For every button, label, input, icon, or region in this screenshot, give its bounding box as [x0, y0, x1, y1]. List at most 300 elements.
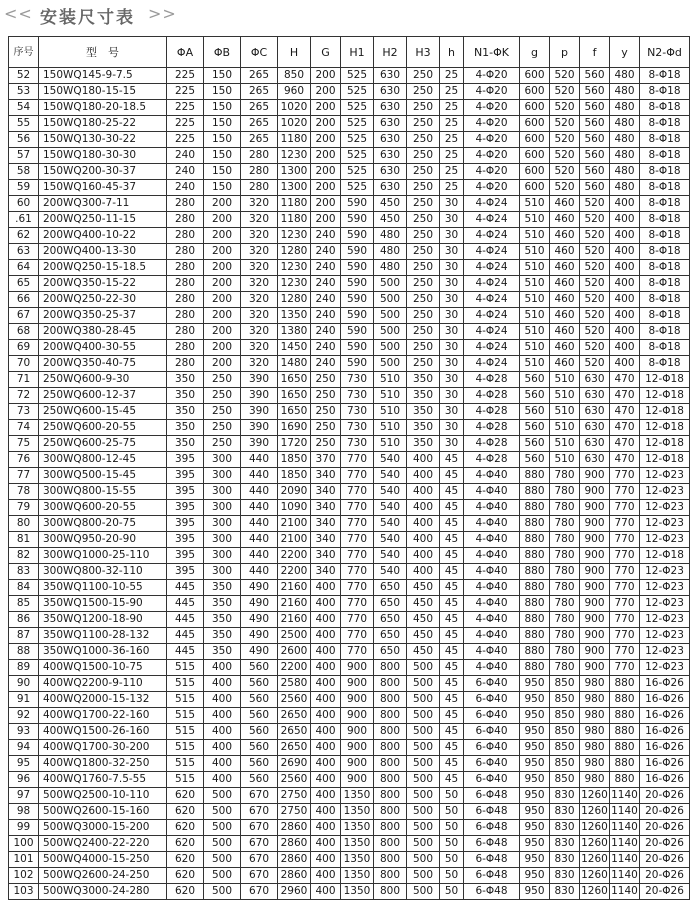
table-cell: 1690	[278, 420, 311, 436]
table-row	[9, 852, 690, 868]
row-number-cell: 72	[9, 388, 39, 404]
table-cell: 950	[520, 756, 550, 772]
table-cell: 350	[204, 628, 241, 644]
right-arrows: >>	[148, 4, 177, 23]
table-cell: 280	[167, 212, 204, 228]
table-cell: 510	[520, 292, 550, 308]
table-cell: 45	[440, 484, 464, 500]
table-cell: 560	[241, 676, 278, 692]
table-cell: 6-Φ48	[464, 820, 520, 836]
table-cell: 460	[550, 308, 580, 324]
table-cell: 200	[311, 164, 341, 180]
table-cell: 900	[580, 484, 610, 500]
table-cell: 525	[341, 116, 374, 132]
table-cell: 400	[311, 820, 341, 836]
header-row	[9, 37, 690, 68]
table-cell: 400	[204, 756, 241, 772]
table-cell: 370	[311, 452, 341, 468]
table-cell: 250	[407, 340, 440, 356]
table-cell: 560	[241, 772, 278, 788]
table-cell: 630	[374, 132, 407, 148]
table-cell: 590	[341, 356, 374, 372]
table-cell: 4-Φ28	[464, 404, 520, 420]
table-cell: 520	[550, 132, 580, 148]
table-cell: 4-Φ20	[464, 132, 520, 148]
table-cell: 900	[580, 532, 610, 548]
table-row	[9, 596, 690, 612]
table-cell: 1280	[278, 244, 311, 260]
table-cell: 515	[167, 724, 204, 740]
table-cell: 200	[311, 212, 341, 228]
table-cell: 1850	[278, 468, 311, 484]
table-cell: 500	[374, 308, 407, 324]
table-cell: 25	[440, 84, 464, 100]
row-number-cell: 77	[9, 468, 39, 484]
table-cell: 620	[167, 836, 204, 852]
table-cell: 400	[610, 356, 640, 372]
table-cell: 600	[520, 180, 550, 196]
table-cell: 830	[550, 820, 580, 836]
table-cell: 515	[167, 708, 204, 724]
model-cell: 350WQ1100-28-132	[39, 628, 167, 644]
table-cell: 395	[167, 500, 204, 516]
table-cell: 480	[374, 260, 407, 276]
row-number-cell: 78	[9, 484, 39, 500]
table-cell: 560	[580, 84, 610, 100]
table-cell: 4-Φ28	[464, 388, 520, 404]
table-cell: 600	[520, 68, 550, 84]
row-number-cell: .61	[9, 212, 39, 228]
table-cell: 900	[580, 500, 610, 516]
table-cell: 265	[241, 116, 278, 132]
table-cell: 200	[204, 292, 241, 308]
table-cell: 45	[440, 532, 464, 548]
table-cell: 400	[311, 612, 341, 628]
table-row	[9, 260, 690, 276]
table-cell: 470	[610, 436, 640, 452]
table-row	[9, 692, 690, 708]
model-cell: 250WQ600-25-75	[39, 436, 167, 452]
table-cell: 12-Φ23	[640, 660, 690, 676]
table-cell: 620	[167, 788, 204, 804]
table-cell: 25	[440, 68, 464, 84]
table-cell: 1350	[341, 820, 374, 836]
table-cell: 2200	[278, 660, 311, 676]
table-cell: 460	[550, 292, 580, 308]
table-cell: 2160	[278, 580, 311, 596]
table-cell: 200	[204, 308, 241, 324]
table-cell: 850	[550, 692, 580, 708]
table-cell: 1020	[278, 100, 311, 116]
table-cell: 45	[440, 676, 464, 692]
table-cell: 770	[610, 628, 640, 644]
table-cell: 1300	[278, 164, 311, 180]
table-cell: 25	[440, 180, 464, 196]
table-cell: 280	[167, 196, 204, 212]
table-cell: 440	[241, 500, 278, 516]
table-cell: 225	[167, 100, 204, 116]
table-cell: 540	[374, 532, 407, 548]
table-cell: 50	[440, 868, 464, 884]
table-cell: 350	[407, 404, 440, 420]
table-cell: 480	[374, 244, 407, 260]
table-cell: 630	[374, 84, 407, 100]
table-cell: 460	[550, 260, 580, 276]
table-cell: 780	[550, 628, 580, 644]
table-cell: 600	[520, 116, 550, 132]
table-cell: 4-Φ20	[464, 116, 520, 132]
table-cell: 200	[311, 100, 341, 116]
row-number-cell: 79	[9, 500, 39, 516]
table-cell: 250	[407, 148, 440, 164]
table-row	[9, 772, 690, 788]
table-cell: 520	[580, 244, 610, 260]
table-cell: 16-Φ26	[640, 676, 690, 692]
table-cell: 460	[550, 196, 580, 212]
table-cell: 1350	[341, 868, 374, 884]
table-cell: 440	[241, 452, 278, 468]
table-cell: 8-Φ18	[640, 132, 690, 148]
table-cell: 980	[580, 756, 610, 772]
table-cell: 12-Φ18	[640, 436, 690, 452]
table-cell: 45	[440, 692, 464, 708]
table-cell: 50	[440, 852, 464, 868]
table-cell: 500	[407, 724, 440, 740]
table-cell: 12-Φ18	[640, 388, 690, 404]
table-cell: 400	[311, 740, 341, 756]
model-cell: 500WQ4000-15-250	[39, 852, 167, 868]
model-cell: 300WQ800-12-45	[39, 452, 167, 468]
table-cell: 880	[520, 516, 550, 532]
table-cell: 16-Φ26	[640, 692, 690, 708]
table-cell: 265	[241, 100, 278, 116]
table-cell: 1380	[278, 324, 311, 340]
table-cell: 250	[407, 244, 440, 260]
table-cell: 4-Φ40	[464, 644, 520, 660]
table-cell: 400	[311, 676, 341, 692]
table-cell: 540	[374, 564, 407, 580]
table-cell: 6-Φ48	[464, 836, 520, 852]
table-cell: 350	[204, 580, 241, 596]
table-cell: 350	[204, 596, 241, 612]
table-cell: 225	[167, 68, 204, 84]
table-cell: 400	[204, 708, 241, 724]
model-cell: 500WQ2500-10-110	[39, 788, 167, 804]
table-cell: 8-Φ18	[640, 244, 690, 260]
table-cell: 510	[550, 372, 580, 388]
table-cell: 8-Φ18	[640, 324, 690, 340]
table-cell: 880	[520, 468, 550, 484]
table-cell: 25	[440, 148, 464, 164]
table-cell: 490	[241, 596, 278, 612]
table-cell: 400	[407, 484, 440, 500]
model-cell: 350WQ1100-10-55	[39, 580, 167, 596]
dimension-table	[8, 36, 690, 900]
table-cell: 510	[520, 356, 550, 372]
table-cell: 250	[204, 372, 241, 388]
table-row	[9, 68, 690, 84]
table-row	[9, 388, 690, 404]
table-cell: 240	[311, 356, 341, 372]
table-row	[9, 548, 690, 564]
table-cell: 250	[407, 100, 440, 116]
model-cell: 400WQ1500-10-75	[39, 660, 167, 676]
table-cell: 560	[520, 436, 550, 452]
table-cell: 400	[311, 708, 341, 724]
table-cell: 4-Φ28	[464, 436, 520, 452]
table-cell: 880	[520, 580, 550, 596]
table-cell: 950	[520, 884, 550, 900]
table-row	[9, 452, 690, 468]
table-cell: 225	[167, 132, 204, 148]
table-cell: 200	[311, 180, 341, 196]
table-cell: 900	[580, 612, 610, 628]
table-cell: 250	[204, 404, 241, 420]
table-cell: 390	[241, 420, 278, 436]
table-row	[9, 756, 690, 772]
model-cell: 150WQ180-30-30	[39, 148, 167, 164]
table-cell: 1350	[278, 308, 311, 324]
table-cell: 2600	[278, 644, 311, 660]
table-cell: 450	[407, 596, 440, 612]
table-cell: 240	[311, 324, 341, 340]
table-cell: 560	[241, 724, 278, 740]
table-cell: 300	[204, 500, 241, 516]
table-cell: 1350	[341, 852, 374, 868]
table-cell: 4-Φ24	[464, 212, 520, 228]
table-cell: 20-Φ26	[640, 852, 690, 868]
row-number-cell: 86	[9, 612, 39, 628]
table-cell: 250	[311, 436, 341, 452]
table-cell: 350	[407, 420, 440, 436]
table-cell: 1140	[610, 820, 640, 836]
table-cell: 320	[241, 244, 278, 260]
table-cell: 500	[407, 740, 440, 756]
table-cell: 460	[550, 212, 580, 228]
table-cell: 2750	[278, 788, 311, 804]
table-cell: 150	[204, 100, 241, 116]
table-row	[9, 196, 690, 212]
table-cell: 4-Φ40	[464, 564, 520, 580]
model-cell: 300WQ500-15-45	[39, 468, 167, 484]
row-number-cell: 55	[9, 116, 39, 132]
table-cell: 770	[341, 596, 374, 612]
table-cell: 1140	[610, 788, 640, 804]
table-cell: 770	[341, 612, 374, 628]
table-cell: 320	[241, 292, 278, 308]
table-cell: 340	[311, 484, 341, 500]
table-cell: 650	[374, 596, 407, 612]
table-cell: 800	[374, 868, 407, 884]
table-cell: 500	[374, 276, 407, 292]
table-cell: 1650	[278, 404, 311, 420]
table-cell: 800	[374, 660, 407, 676]
table-cell: 16-Φ26	[640, 756, 690, 772]
table-cell: 590	[341, 324, 374, 340]
table-cell: 8-Φ18	[640, 148, 690, 164]
table-cell: 1260	[580, 852, 610, 868]
table-cell: 1350	[341, 788, 374, 804]
table-cell: 510	[520, 196, 550, 212]
table-cell: 590	[341, 308, 374, 324]
table-cell: 4-Φ24	[464, 324, 520, 340]
table-row	[9, 788, 690, 804]
table-cell: 630	[580, 372, 610, 388]
row-number-cell: 97	[9, 788, 39, 804]
table-cell: 45	[440, 500, 464, 516]
row-number-cell: 88	[9, 644, 39, 660]
table-cell: 50	[440, 820, 464, 836]
table-cell: 8-Φ18	[640, 228, 690, 244]
table-cell: 600	[520, 84, 550, 100]
table-row	[9, 180, 690, 196]
table-cell: 250	[407, 308, 440, 324]
table-row	[9, 100, 690, 116]
table-cell: 200	[311, 68, 341, 84]
table-cell: 500	[407, 788, 440, 804]
table-cell: 400	[204, 740, 241, 756]
table-cell: 800	[374, 740, 407, 756]
table-cell: 400	[311, 692, 341, 708]
table-cell: 200	[204, 228, 241, 244]
table-cell: 1260	[580, 804, 610, 820]
table-cell: 470	[610, 388, 640, 404]
model-cell: 150WQ130-30-22	[39, 132, 167, 148]
table-cell: 30	[440, 260, 464, 276]
table-cell: 500	[407, 692, 440, 708]
table-cell: 500	[407, 676, 440, 692]
table-cell: 500	[204, 804, 241, 820]
row-number-cell: 53	[9, 84, 39, 100]
table-cell: 770	[610, 596, 640, 612]
table-cell: 450	[407, 628, 440, 644]
table-cell: 395	[167, 468, 204, 484]
table-cell: 12-Φ18	[640, 452, 690, 468]
table-cell: 6-Φ48	[464, 884, 520, 900]
model-cell: 200WQ350-40-75	[39, 356, 167, 372]
row-number-cell: 95	[9, 756, 39, 772]
table-cell: 500	[407, 804, 440, 820]
table-cell: 395	[167, 532, 204, 548]
table-cell: 630	[580, 388, 610, 404]
table-row	[9, 676, 690, 692]
table-cell: 1140	[610, 868, 640, 884]
table-cell: 4-Φ24	[464, 276, 520, 292]
table-cell: 510	[374, 372, 407, 388]
table-cell: 620	[167, 868, 204, 884]
table-row	[9, 884, 690, 900]
table-cell: 480	[610, 100, 640, 116]
table-cell: 880	[520, 660, 550, 676]
table-cell: 560	[520, 372, 550, 388]
row-number-cell: 54	[9, 100, 39, 116]
table-cell: 2650	[278, 724, 311, 740]
table-cell: 12-Φ18	[640, 420, 690, 436]
table-cell: 900	[580, 548, 610, 564]
table-cell: 350	[167, 404, 204, 420]
table-cell: 2100	[278, 532, 311, 548]
table-cell: 540	[374, 468, 407, 484]
table-cell: 800	[374, 852, 407, 868]
table-cell: 880	[610, 756, 640, 772]
table-cell: 590	[341, 212, 374, 228]
table-cell: 1350	[341, 836, 374, 852]
table-cell: 950	[520, 724, 550, 740]
table-cell: 20-Φ26	[640, 868, 690, 884]
table-cell: 800	[374, 820, 407, 836]
table-cell: 6-Φ40	[464, 724, 520, 740]
table-cell: 1230	[278, 276, 311, 292]
table-cell: 600	[520, 132, 550, 148]
table-cell: 670	[241, 884, 278, 900]
table-cell: 280	[167, 260, 204, 276]
table-cell: 900	[580, 564, 610, 580]
table-cell: 560	[241, 708, 278, 724]
table-cell: 50	[440, 836, 464, 852]
table-cell: 12-Φ23	[640, 516, 690, 532]
table-cell: 45	[440, 468, 464, 484]
model-cell: 350WQ1000-36-160	[39, 644, 167, 660]
table-cell: 780	[550, 516, 580, 532]
table-cell: 400	[610, 308, 640, 324]
table-cell: 1140	[610, 884, 640, 900]
table-cell: 4-Φ20	[464, 164, 520, 180]
table-cell: 8-Φ18	[640, 276, 690, 292]
table-cell: 280	[167, 340, 204, 356]
table-cell: 770	[341, 628, 374, 644]
table-cell: 400	[311, 836, 341, 852]
table-cell: 240	[167, 164, 204, 180]
row-number-cell: 63	[9, 244, 39, 260]
table-cell: 470	[610, 404, 640, 420]
row-number-cell: 84	[9, 580, 39, 596]
table-cell: 770	[610, 532, 640, 548]
model-cell: 200WQ250-15-18.5	[39, 260, 167, 276]
table-cell: 400	[610, 244, 640, 260]
table-cell: 880	[610, 724, 640, 740]
table-cell: 520	[580, 228, 610, 244]
table-cell: 350	[167, 372, 204, 388]
table-row	[9, 436, 690, 452]
table-row	[9, 836, 690, 852]
table-cell: 510	[550, 420, 580, 436]
table-cell: 200	[204, 356, 241, 372]
table-cell: 770	[341, 564, 374, 580]
table-cell: 1140	[610, 852, 640, 868]
table-cell: 1260	[580, 884, 610, 900]
table-cell: 12-Φ23	[640, 564, 690, 580]
table-cell: 620	[167, 852, 204, 868]
table-cell: 45	[440, 612, 464, 628]
table-cell: 350	[167, 420, 204, 436]
table-cell: 30	[440, 372, 464, 388]
table-cell: 4-Φ40	[464, 580, 520, 596]
table-cell: 450	[407, 580, 440, 596]
table-cell: 670	[241, 852, 278, 868]
table-cell: 520	[550, 116, 580, 132]
table-row	[9, 468, 690, 484]
table-row	[9, 612, 690, 628]
table-cell: 12-Φ18	[640, 372, 690, 388]
table-cell: 1180	[278, 132, 311, 148]
table-cell: 520	[550, 84, 580, 100]
model-cell: 350WQ1200-18-90	[39, 612, 167, 628]
table-cell: 400	[610, 340, 640, 356]
table-cell: 400	[407, 564, 440, 580]
row-number-cell: 64	[9, 260, 39, 276]
column-header: h	[440, 37, 464, 68]
table-cell: 280	[241, 164, 278, 180]
